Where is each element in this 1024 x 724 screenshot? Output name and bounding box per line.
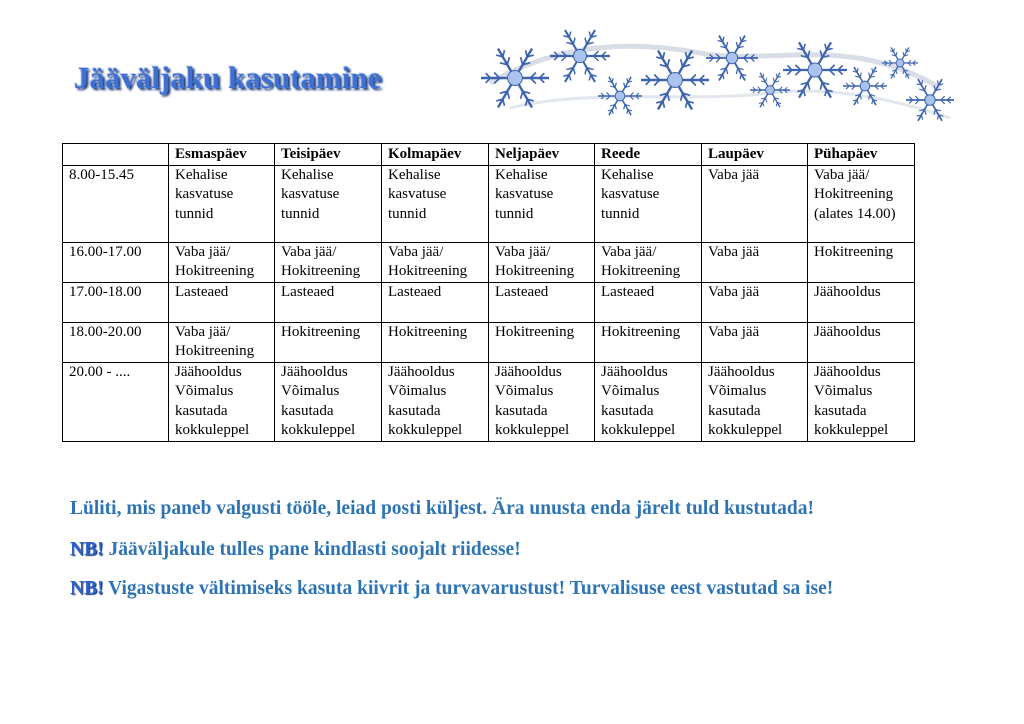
table-cell: Kehalise kasvatuse tunnid	[595, 165, 702, 242]
nb-label: NB!	[70, 539, 104, 560]
table-cell: Hokitreening	[595, 322, 702, 362]
snowflake-icon	[481, 49, 549, 108]
table-cell: Lasteaed	[382, 282, 489, 322]
time-cell: 8.00-15.45	[63, 165, 169, 242]
table-cell: Vaba jää/ Hokitreening	[489, 242, 595, 282]
light-switch-note: Lüliti, mis paneb valgusti tööle, leiad posti küljest. Ära unusta enda järelt tuld kustutada!	[70, 498, 814, 519]
table-cell: Jäähooldus	[808, 282, 915, 322]
table-cell: Vaba jää/ Hokitreening	[595, 242, 702, 282]
table-cell: Kehalise kasvatuse tunnid	[489, 165, 595, 242]
header-cell: Neljapäev	[489, 144, 595, 166]
header-cell: Kolmapäev	[382, 144, 489, 166]
table-cell: Jäähooldus Võimalus kasutada kokkuleppel	[169, 362, 275, 441]
table-cell: Kehalise kasvatuse tunnid	[169, 165, 275, 242]
table-cell: Jäähooldus Võimalus kasutada kokkuleppel	[275, 362, 382, 441]
table-row	[63, 362, 915, 441]
table-cell: Lasteaed	[595, 282, 702, 322]
table-row	[63, 282, 915, 322]
table-cell: Hokitreening	[808, 242, 915, 282]
table-row	[63, 242, 915, 282]
time-cell: 16.00-17.00	[63, 242, 169, 282]
snowflake-icon	[706, 35, 758, 80]
header-cell: Pühapäev	[808, 144, 915, 166]
snowflake-icon	[641, 51, 709, 110]
header-cell: Reede	[595, 144, 702, 166]
table-row	[63, 322, 915, 362]
table-cell: Hokitreening	[382, 322, 489, 362]
snowflake-icon	[783, 42, 847, 97]
table-cell: Lasteaed	[169, 282, 275, 322]
table-cell: Jäähooldus Võimalus kasutada kokkuleppel	[489, 362, 595, 441]
table-cell: Hokitreening	[489, 322, 595, 362]
table-row	[63, 165, 915, 242]
header-cell: Laupäev	[702, 144, 808, 166]
snowflake-banner-icon	[470, 28, 970, 128]
table-cell: Vaba jää/ Hokitreening	[382, 242, 489, 282]
table-cell: Lasteaed	[489, 282, 595, 322]
table-cell: Vaba jää	[702, 282, 808, 322]
snowflake-icon	[906, 79, 954, 121]
table-cell: Vaba jää/ Hokitreening	[169, 242, 275, 282]
time-cell: 17.00-18.00	[63, 282, 169, 322]
table-cell: Vaba jää	[702, 165, 808, 242]
snowflake-icon	[598, 77, 642, 115]
warm-clothes-text: Jääväljakule tulles pane kindlasti soojalt riidesse!	[108, 539, 521, 560]
snowflake-icon	[550, 30, 610, 82]
time-cell: 20.00 - ....	[63, 362, 169, 441]
table-cell: Vaba jää	[702, 242, 808, 282]
header-cell: Esmaspäev	[169, 144, 275, 166]
page-title: Jääväljaku kasutamine	[74, 60, 382, 95]
nb-label: NB!	[70, 578, 104, 599]
table-cell: Jäähooldus	[808, 322, 915, 362]
header-cell: Teisipäev	[275, 144, 382, 166]
header-cell	[63, 144, 169, 166]
table-header-row	[63, 144, 915, 166]
table-cell: Kehalise kasvatuse tunnid	[275, 165, 382, 242]
table-cell: Vaba jää/ Hokitreening	[275, 242, 382, 282]
table-cell: Vaba jää/ Hokitreening (alates 14.00)	[808, 165, 915, 242]
schedule-table	[62, 143, 915, 442]
table-cell: Lasteaed	[275, 282, 382, 322]
time-cell: 18.00-20.00	[63, 322, 169, 362]
table-cell: Vaba jää	[702, 322, 808, 362]
table-cell: Jäähooldus Võimalus kasutada kokkuleppel	[595, 362, 702, 441]
safety-text: Vigastuste vältimiseks kasuta kiivrit ja turvavarustust! Turvalisuse eest vastutad sa ise!	[108, 578, 834, 599]
warm-clothes-note	[70, 539, 521, 561]
snowflake-icon	[750, 73, 790, 108]
safety-note	[70, 578, 833, 600]
table-cell: Kehalise kasvatuse tunnid	[382, 165, 489, 242]
table-cell: Vaba jää/ Hokitreening	[169, 322, 275, 362]
table-cell: Hokitreening	[275, 322, 382, 362]
table-cell: Jäähooldus Võimalus kasutada kokkuleppel	[382, 362, 489, 441]
table-cell: Jäähooldus Võimalus kasutada kokkuleppel	[808, 362, 915, 441]
table-cell: Jäähooldus Võimalus kasutada kokkuleppel	[702, 362, 808, 441]
